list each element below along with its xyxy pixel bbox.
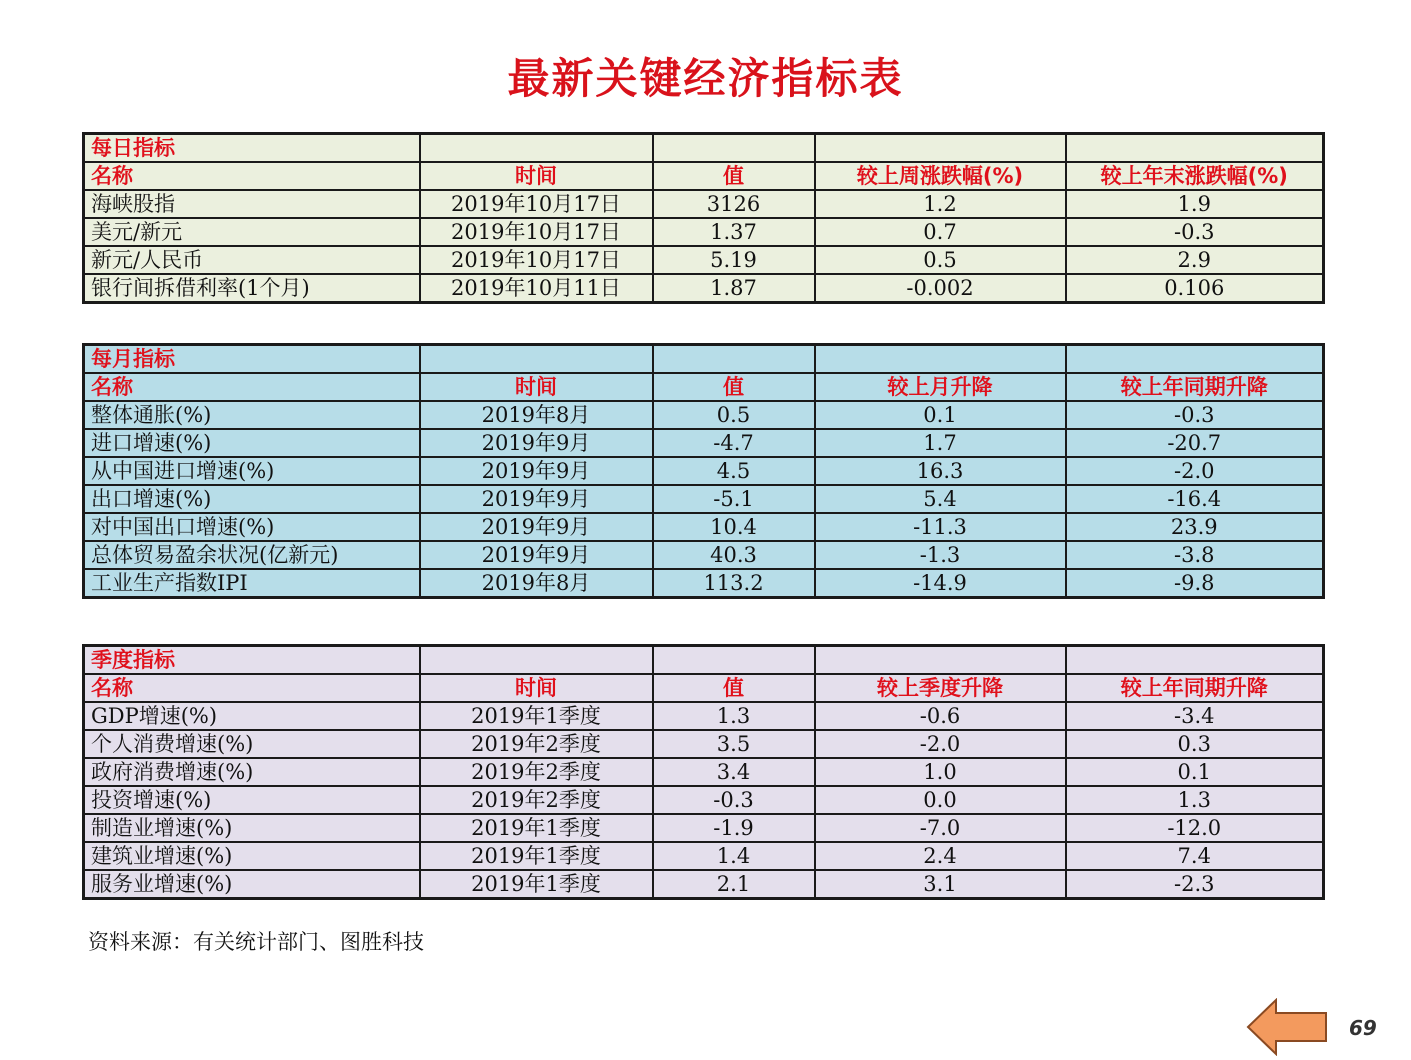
header-cell: 较上季度升降 [815,674,1066,702]
date-cell: 2019年9月 [420,541,653,569]
page-title: 最新关键经济指标表 [507,54,904,103]
change-cell: 0.5 [815,246,1066,274]
value-cell: 1.3 [653,702,815,730]
date-cell: 2019年2季度 [420,730,653,758]
change-cell: -0.3 [1066,218,1324,246]
change-cell: -2.0 [1066,457,1324,485]
header-cell: 时间 [420,674,653,702]
change-cell: -20.7 [1066,429,1324,457]
indicator-name: 美元/新元 [84,218,420,246]
value-cell: 5.19 [653,246,815,274]
table-row [84,569,1324,598]
change-cell: 0.1 [815,401,1066,429]
indicator-name: 新元/人民币 [84,246,420,274]
date-cell: 2019年10月17日 [420,190,653,218]
value-cell: 3126 [653,190,815,218]
table-row [84,513,1324,541]
date-cell: 2019年1季度 [420,702,653,730]
quarterly-indicators-table [82,644,1325,900]
change-cell: 0.106 [1066,274,1324,303]
date-cell: 2019年8月 [420,401,653,429]
table-row [84,274,1324,303]
change-cell: 1.2 [815,190,1066,218]
change-cell: -0.002 [815,274,1066,303]
header-row [84,162,1324,190]
table-row [84,246,1324,274]
header-cell: 较上周涨跌幅(%) [815,162,1066,190]
value-cell: 4.5 [653,457,815,485]
indicator-name: 个人消费增速(%) [84,730,420,758]
page-number: 69 [1349,1016,1377,1040]
indicator-name: 整体通胀(%) [84,401,420,429]
header-cell: 值 [653,373,815,401]
change-cell: -0.3 [1066,401,1324,429]
header-cell: 值 [653,162,815,190]
change-cell: 3.1 [815,870,1066,899]
header-cell: 时间 [420,373,653,401]
date-cell: 2019年10月11日 [420,274,653,303]
value-cell: 0.5 [653,401,815,429]
indicator-name: 对中国出口增速(%) [84,513,420,541]
left-arrow-icon [1246,998,1328,1056]
table-row [84,870,1324,899]
date-cell: 2019年2季度 [420,758,653,786]
date-cell: 2019年8月 [420,569,653,598]
value-cell: -4.7 [653,429,815,457]
section-label-row [84,646,1324,675]
header-row [84,373,1324,401]
table-row [84,218,1324,246]
table-row [84,429,1324,457]
date-cell: 2019年1季度 [420,870,653,899]
indicator-name: 政府消费增速(%) [84,758,420,786]
table-row [84,842,1324,870]
date-cell: 2019年1季度 [420,842,653,870]
table-row [84,401,1324,429]
indicator-name: 进口增速(%) [84,429,420,457]
header-cell: 较上年同期升降 [1066,674,1324,702]
value-cell: 113.2 [653,569,815,598]
change-cell: 1.3 [1066,786,1324,814]
section-label: 季度指标 [84,646,420,675]
value-cell: -5.1 [653,485,815,513]
change-cell: -1.3 [815,541,1066,569]
indicator-name: 建筑业增速(%) [84,842,420,870]
change-cell: 1.7 [815,429,1066,457]
indicator-name: 工业生产指数IPI [84,569,420,598]
change-cell: -9.8 [1066,569,1324,598]
date-cell: 2019年9月 [420,457,653,485]
change-cell: -12.0 [1066,814,1324,842]
header-cell: 较上年同期升降 [1066,373,1324,401]
header-cell: 值 [653,674,815,702]
indicator-name: 从中国进口增速(%) [84,457,420,485]
table-row [84,190,1324,218]
indicator-name: 银行间拆借利率(1个月) [84,274,420,303]
value-cell: 1.37 [653,218,815,246]
change-cell: -0.6 [815,702,1066,730]
header-cell: 较上年末涨跌幅(%) [1066,162,1324,190]
change-cell: 2.4 [815,842,1066,870]
change-cell: -14.9 [815,569,1066,598]
date-cell: 2019年9月 [420,513,653,541]
section-label-row [84,345,1324,374]
value-cell: 10.4 [653,513,815,541]
value-cell: 1.87 [653,274,815,303]
change-cell: -3.4 [1066,702,1324,730]
header-cell: 时间 [420,162,653,190]
change-cell: 0.0 [815,786,1066,814]
indicator-name: GDP增速(%) [84,702,420,730]
indicator-name: 海峡股指 [84,190,420,218]
date-cell: 2019年1季度 [420,814,653,842]
indicator-name: 出口增速(%) [84,485,420,513]
table-row [84,485,1324,513]
header-cell: 名称 [84,674,420,702]
change-cell: 7.4 [1066,842,1324,870]
change-cell: -2.3 [1066,870,1324,899]
change-cell: -2.0 [815,730,1066,758]
value-cell: 3.4 [653,758,815,786]
daily-indicators-table [82,132,1325,304]
section-label: 每月指标 [84,345,420,374]
change-cell: -3.8 [1066,541,1324,569]
date-cell: 2019年9月 [420,429,653,457]
value-cell: 2.1 [653,870,815,899]
table-row [84,786,1324,814]
change-cell: 0.1 [1066,758,1324,786]
value-cell: -1.9 [653,814,815,842]
change-cell: 5.4 [815,485,1066,513]
change-cell: -7.0 [815,814,1066,842]
change-cell: -16.4 [1066,485,1324,513]
date-cell: 2019年2季度 [420,786,653,814]
table-row [84,702,1324,730]
change-cell: 1.0 [815,758,1066,786]
value-cell: 1.4 [653,842,815,870]
source-note: 资料来源：有关统计部门、图胜科技 [88,930,424,954]
header-cell: 名称 [84,373,420,401]
date-cell: 2019年10月17日 [420,246,653,274]
value-cell: -0.3 [653,786,815,814]
table-row [84,758,1324,786]
header-cell: 名称 [84,162,420,190]
value-cell: 40.3 [653,541,815,569]
indicator-name: 制造业增速(%) [84,814,420,842]
back-arrow-button[interactable] [1246,998,1328,1056]
header-cell: 较上月升降 [815,373,1066,401]
table-row [84,541,1324,569]
indicator-name: 总体贸易盈余状况(亿新元) [84,541,420,569]
monthly-indicators-table [82,343,1325,599]
change-cell: 16.3 [815,457,1066,485]
header-row [84,674,1324,702]
change-cell: 2.9 [1066,246,1324,274]
date-cell: 2019年9月 [420,485,653,513]
change-cell: 0.7 [815,218,1066,246]
table-row [84,730,1324,758]
date-cell: 2019年10月17日 [420,218,653,246]
value-cell: 3.5 [653,730,815,758]
change-cell: 0.3 [1066,730,1324,758]
change-cell: -11.3 [815,513,1066,541]
table-row [84,814,1324,842]
section-label: 每日指标 [84,134,420,163]
table-row [84,457,1324,485]
change-cell: 1.9 [1066,190,1324,218]
indicator-name: 投资增速(%) [84,786,420,814]
section-label-row [84,134,1324,163]
indicator-name: 服务业增速(%) [84,870,420,899]
change-cell: 23.9 [1066,513,1324,541]
